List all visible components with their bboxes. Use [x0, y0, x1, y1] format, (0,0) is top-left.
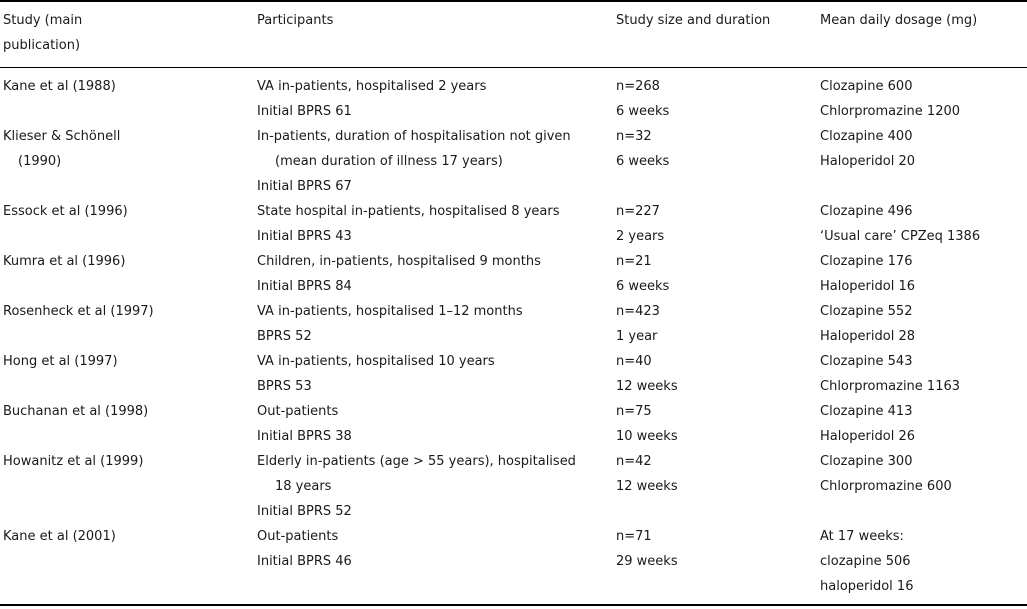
study-cell: Klieser & Schönell	[3, 129, 121, 144]
dosage-cell: Clozapine 496	[820, 204, 913, 219]
duration-cell: 6 weeks	[616, 104, 670, 119]
participants-cell: Initial BPRS 52	[257, 504, 352, 519]
table-top-rule	[0, 0, 1027, 2]
study-cell: Rosenheck et al (1997)	[3, 304, 154, 319]
study-size-cell: n=42	[616, 454, 652, 469]
study-size-cell: n=75	[616, 404, 652, 419]
participants-cell: VA in-patients, hospitalised 1–12 months	[257, 304, 523, 319]
dosage-cell: Clozapine 600	[820, 79, 913, 94]
duration-cell: 1 year	[616, 329, 658, 344]
participants-cell: Out-patients	[257, 404, 339, 419]
dosage-cell: Haloperidol 16	[820, 279, 916, 294]
participants-cell: Out-patients	[257, 529, 339, 544]
study-cell: Buchanan et al (1998)	[3, 404, 149, 419]
study-size-cell: n=40	[616, 354, 652, 369]
study-size-cell: n=71	[616, 529, 652, 544]
dosage-cell: clozapine 506	[820, 554, 911, 569]
duration-cell: 2 years	[616, 229, 665, 244]
dosage-cell: Chlorpromazine 1200	[820, 104, 961, 119]
study-size-cell: n=268	[616, 79, 660, 94]
study-cell: Kane et al (2001)	[3, 529, 116, 544]
participants-cell: State hospital in-patients, hospitalised 8 years	[257, 204, 560, 219]
duration-cell: 29 weeks	[616, 554, 678, 569]
study-cell: Howanitz et al (1999)	[3, 454, 144, 469]
duration-cell: 12 weeks	[616, 379, 678, 394]
dosage-cell: Clozapine 543	[820, 354, 913, 369]
dosage-cell: Chlorpromazine 600	[820, 479, 952, 494]
duration-cell: 10 weeks	[616, 429, 678, 444]
dosage-cell: Chlorpromazine 1163	[820, 379, 961, 394]
participants-cell: Initial BPRS 38	[257, 429, 352, 444]
participants-cell: Initial BPRS 67	[257, 179, 352, 194]
participants-cell: VA in-patients, hospitalised 10 years	[257, 354, 495, 369]
dosage-cell: At 17 weeks:	[820, 529, 904, 544]
dosage-cell: Haloperidol 26	[820, 429, 916, 444]
header-study-line2: publication)	[3, 38, 81, 53]
participants-cell: Initial BPRS 61	[257, 104, 352, 119]
study-cell-cont: (1990)	[18, 154, 62, 169]
duration-cell: 6 weeks	[616, 279, 670, 294]
header-dosage: Mean daily dosage (mg)	[820, 13, 978, 28]
dosage-cell: Clozapine 552	[820, 304, 913, 319]
study-cell: Kane et al (1988)	[3, 79, 116, 94]
participants-cell: In-patients, duration of hospitalisation not given	[257, 129, 571, 144]
dosage-cell: Haloperidol 28	[820, 329, 916, 344]
dosage-cell: Clozapine 400	[820, 129, 913, 144]
table-header-rule	[0, 67, 1027, 68]
dosage-cell: Clozapine 413	[820, 404, 913, 419]
dosage-cell: Clozapine 176	[820, 254, 913, 269]
study-cell: Essock et al (1996)	[3, 204, 128, 219]
study-size-cell: n=227	[616, 204, 660, 219]
dosage-cell: ‘Usual care’ CPZeq 1386	[820, 229, 981, 244]
header-size-duration: Study size and duration	[616, 13, 771, 28]
participants-cell: Children, in-patients, hospitalised 9 months	[257, 254, 541, 269]
header-participants: Participants	[257, 13, 334, 28]
table-bottom-rule	[0, 604, 1027, 606]
header-study: Study (main	[3, 13, 83, 28]
study-size-cell: n=21	[616, 254, 652, 269]
participants-cell: 18 years	[275, 479, 332, 494]
participants-cell: Initial BPRS 46	[257, 554, 352, 569]
dosage-cell: Clozapine 300	[820, 454, 913, 469]
dosage-cell: haloperidol 16	[820, 579, 914, 594]
study-size-cell: n=32	[616, 129, 652, 144]
study-cell: Kumra et al (1996)	[3, 254, 126, 269]
participants-cell: VA in-patients, hospitalised 2 years	[257, 79, 487, 94]
study-size-cell: n=423	[616, 304, 660, 319]
participants-cell: BPRS 53	[257, 379, 312, 394]
participants-cell: Initial BPRS 43	[257, 229, 352, 244]
participants-cell: (mean duration of illness 17 years)	[275, 154, 503, 169]
duration-cell: 12 weeks	[616, 479, 678, 494]
participants-cell: Initial BPRS 84	[257, 279, 352, 294]
participants-cell: Elderly in-patients (age > 55 years), hospitalised	[257, 454, 576, 469]
duration-cell: 6 weeks	[616, 154, 670, 169]
dosage-cell: Haloperidol 20	[820, 154, 916, 169]
study-cell: Hong et al (1997)	[3, 354, 118, 369]
participants-cell: BPRS 52	[257, 329, 312, 344]
